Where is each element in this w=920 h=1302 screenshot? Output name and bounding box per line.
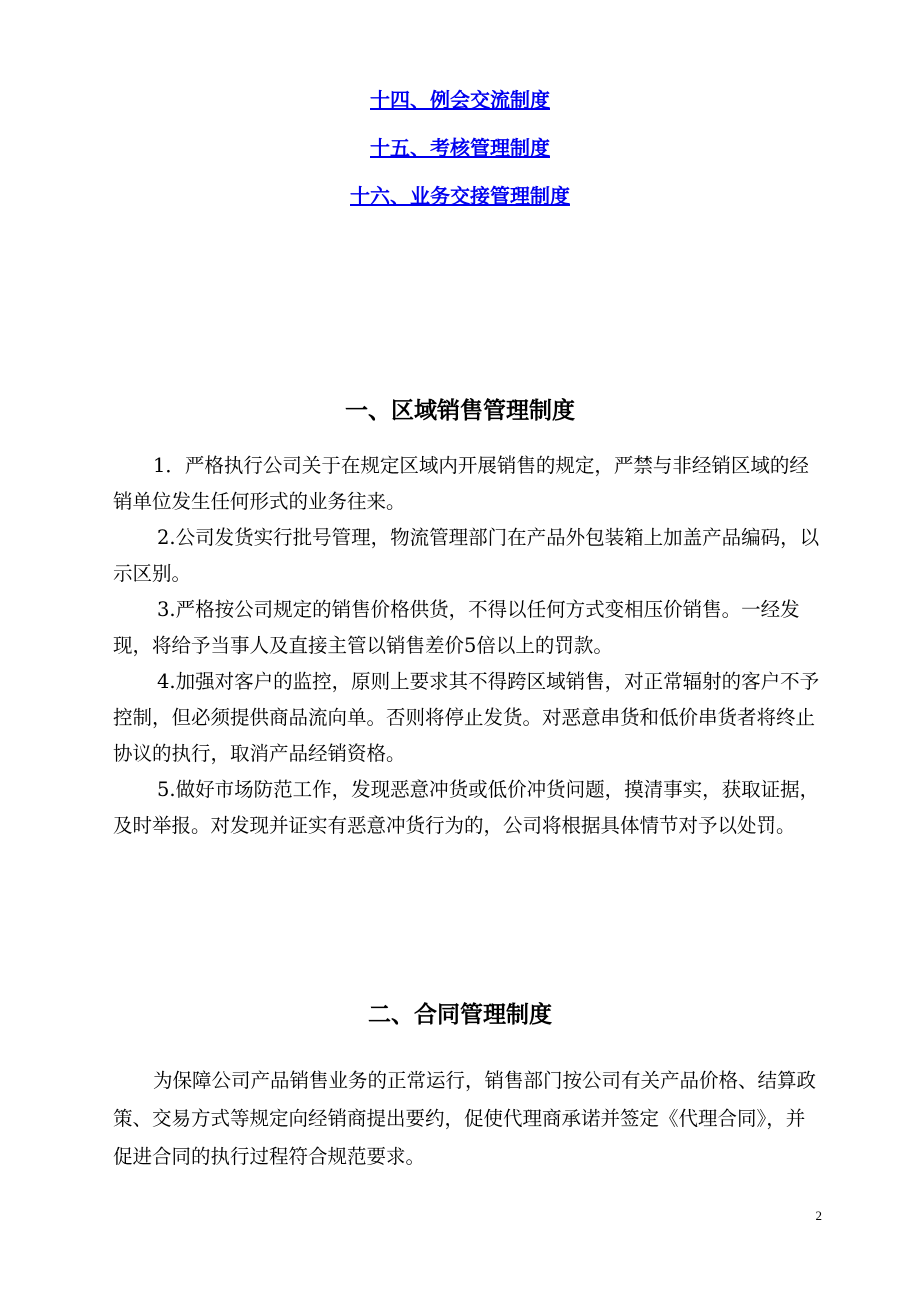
section1-paragraph-5: 5.做好市场防范工作，发现恶意冲货或低价冲货问题，摸清事实，获取证据，及时举报。对发现并证实有恶意冲货行为的，公司将根据具体情节对予以处罚。 (113, 778, 820, 837)
toc-item-16 (0, 180, 920, 209)
toc-link-14[interactable]: 十四、例会交流制度 (370, 88, 550, 112)
page-number: 2 (815, 1208, 822, 1223)
section1-heading: 一、区域销售管理制度 (345, 397, 575, 424)
section2-paragraph-1: 为保障公司产品销售业务的正常运行，销售部门按公司有关产品价格、结算政策、交易方式等规定向经销商提出要约，促使代理商承诺并签定《代理合同》，并促进合同的执行过程符合规范要求。 (113, 1069, 817, 1168)
section1-body (113, 448, 823, 844)
toc-link-15[interactable]: 十五、考核管理制度 (370, 136, 550, 160)
toc-item-14 (0, 84, 920, 113)
section1-paragraph-1: 1．严格执行公司关于在规定区域内开展销售的规定，严禁与非经销区域的经销单位发生任何形式的业务往来。 (113, 454, 809, 513)
toc-link-16[interactable]: 十六、业务交接管理制度 (350, 184, 570, 208)
toc-item-15 (0, 132, 920, 161)
section1-paragraph-2: 2.公司发货实行批号管理，物流管理部门在产品外包装箱上加盖产品编码，以示区别。 (113, 526, 820, 585)
section1-paragraph-4: 4.加强对客户的监控，原则上要求其不得跨区域销售，对正常辐射的客户不予控制，但必须提供商品流向单。否则将停止发货。对恶意串货和低价串货者将终止协议的执行，取消产品经销资格。 (113, 670, 820, 765)
section2-body (113, 1062, 823, 1176)
section1-paragraph-3: 3.严格按公司规定的销售价格供货，不得以任何方式变相压价销售。一经发现，将给予当事人及直接主管以销售差价5倍以上的罚款。 (113, 598, 800, 657)
section2-heading: 二、合同管理制度 (368, 1001, 552, 1028)
